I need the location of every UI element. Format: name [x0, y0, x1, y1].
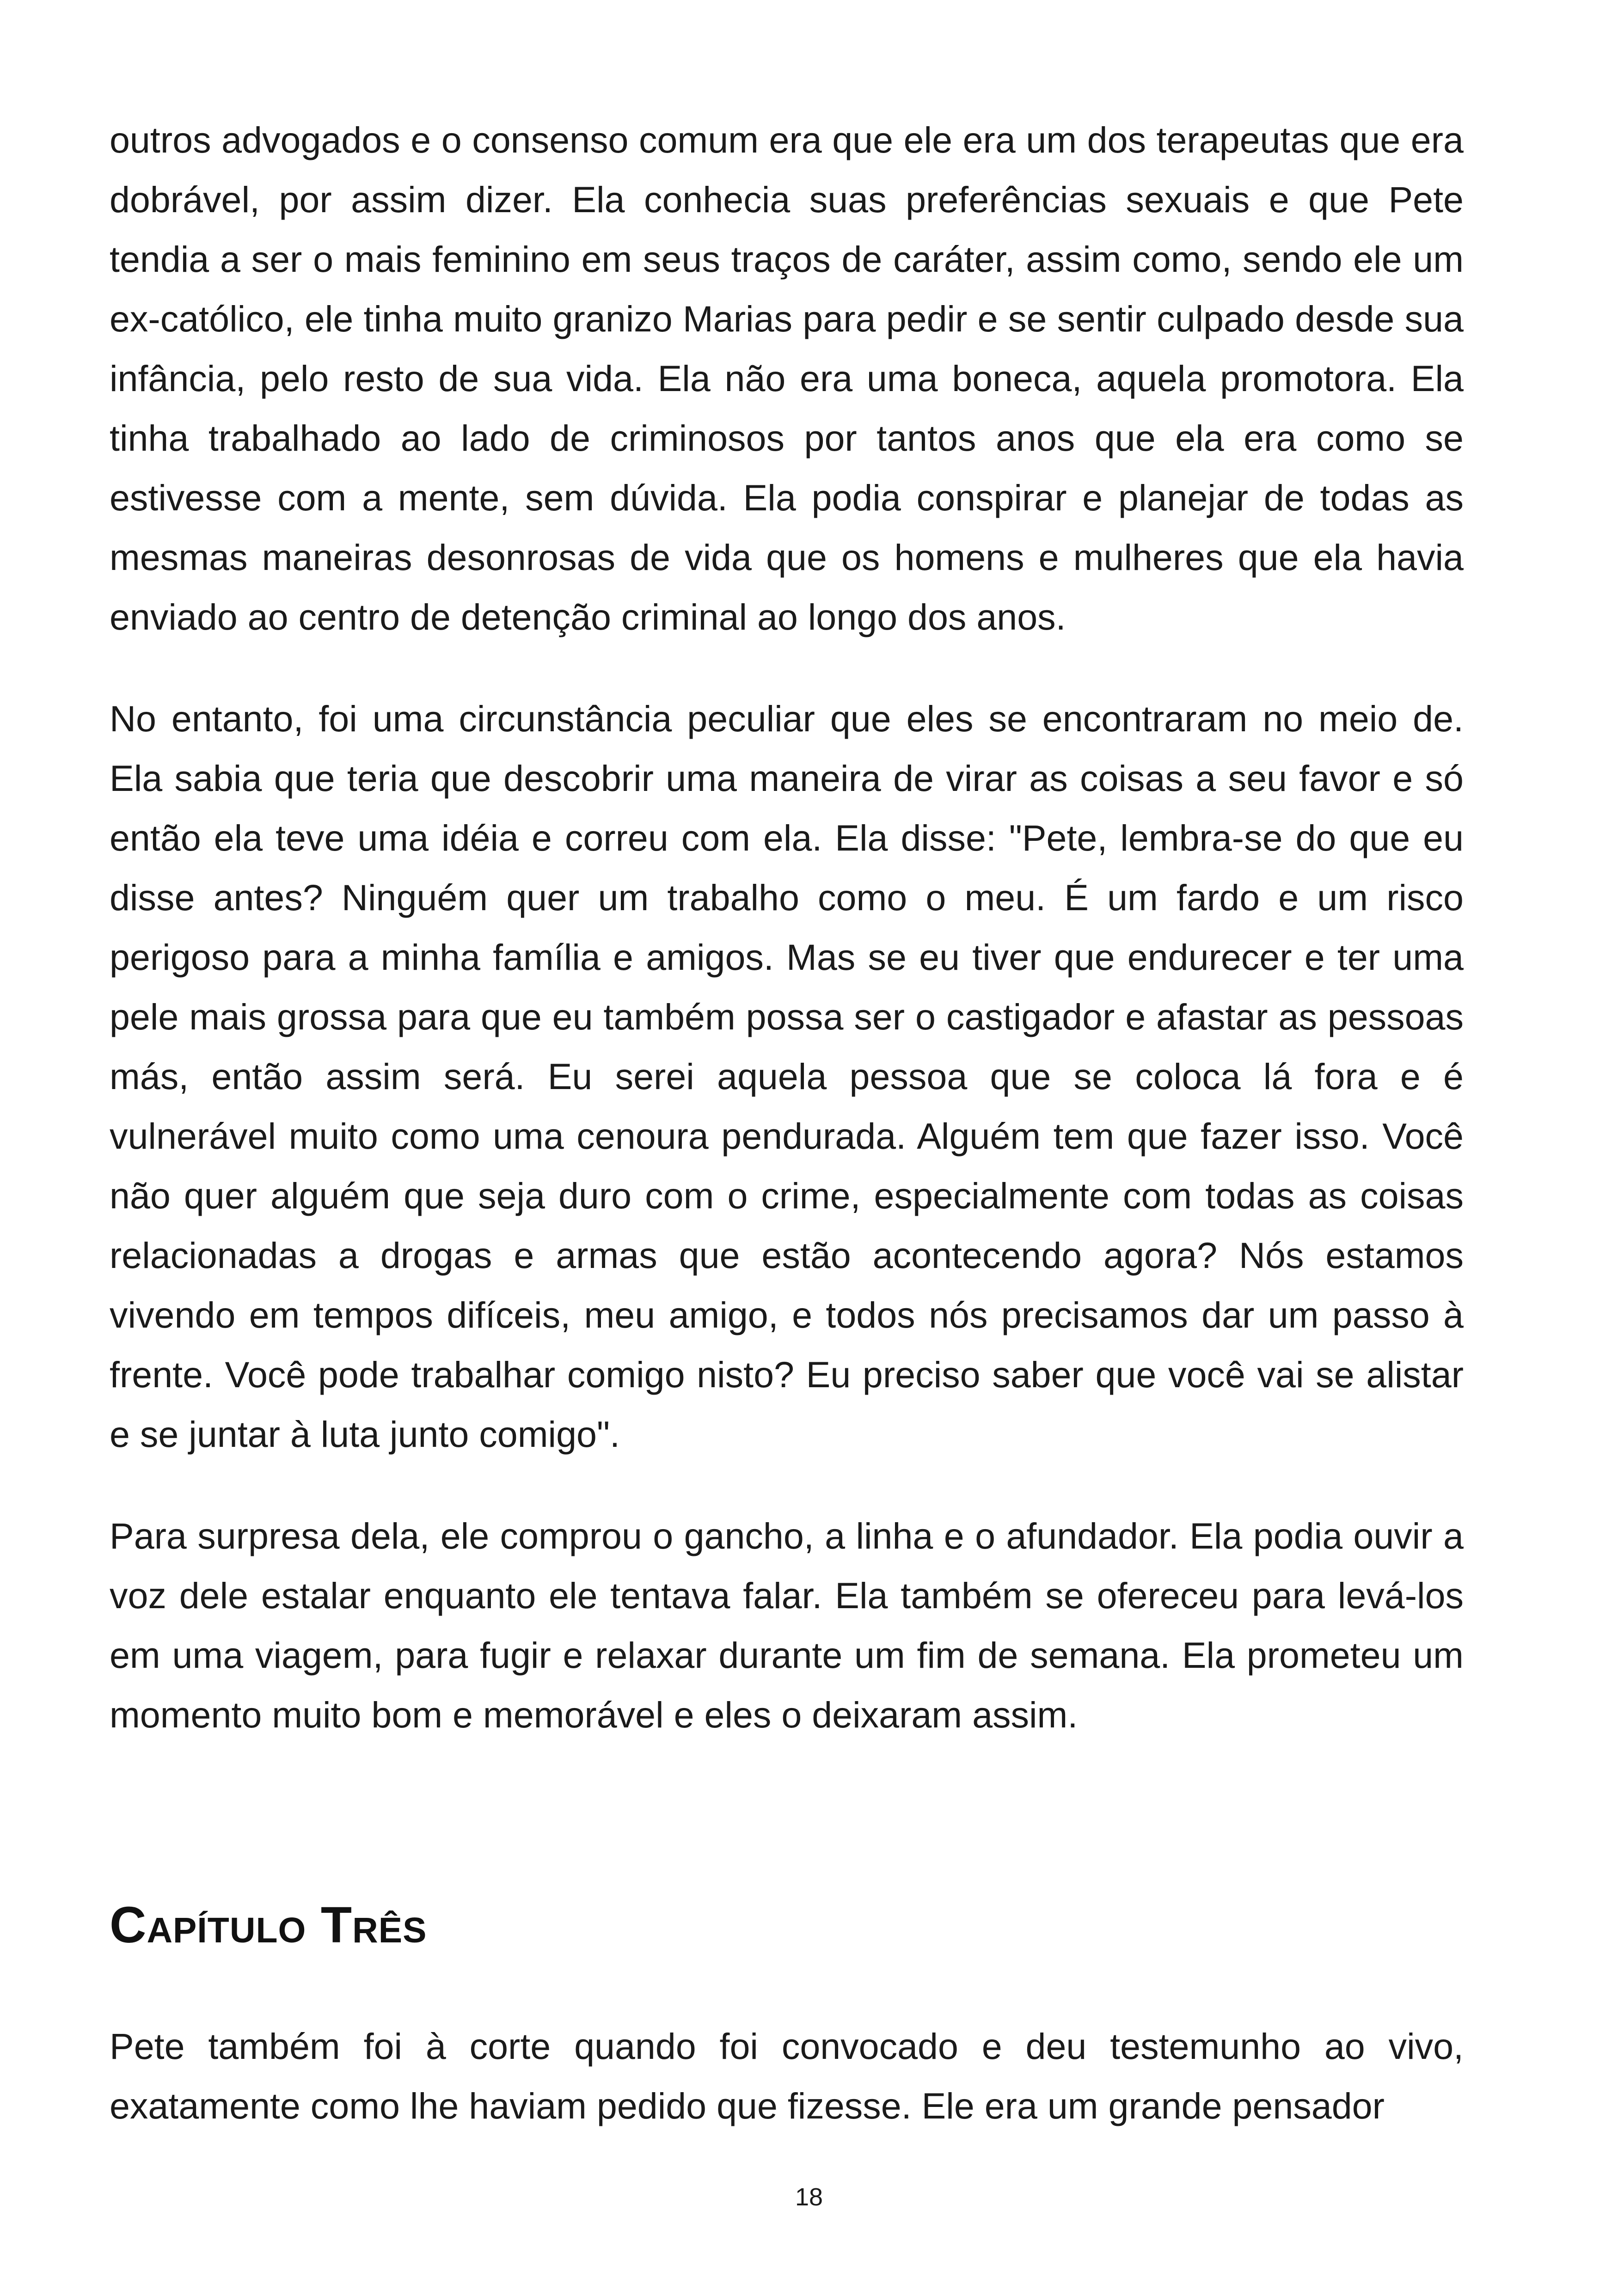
paragraph-text: Pete também foi à corte quando foi convocado e deu testemunho ao vivo, exatamente como lhe haviam pedido que fizesse. Ele era um grande pensador: [110, 2026, 1464, 2126]
body-paragraph-4: [110, 2016, 1464, 2136]
body-paragraph-2: [110, 689, 1464, 1464]
paragraph-text: Para surpresa dela, ele comprou o gancho, a linha e o afundador. Ela podia ouvir a voz dele estalar enquanto ele tentava falar. Ela também se ofereceu para levá-los em uma viagem, para fugir e relaxar durante um fim de semana. Ela prometeu um momento muito bom e memorável e eles o deixaram assim.: [110, 1515, 1464, 1735]
paragraph-text: outros advogados e o consenso comum era que ele era um dos terapeutas que era dobrável, por assim dizer. Ela conhecia suas preferências sexuais e que Pete tendia a ser o mais feminino em seus traços de caráter, assim como, sendo ele um ex-católico, ele tinha muito granizo Marias para pedir e se sentir culpado desde sua infância, pelo resto de sua vida. Ela não era uma boneca, aquela promotora. Ela tinha trabalhado ao lado de criminosos por tantos anos que ela era como se estivesse com a mente, sem dúvida. Ela podia conspirar e planejar de todas as mesmas maneiras desonrosas de vida que os homens e mulheres que ela havia enviado ao centro de detenção criminal ao longo dos anos.: [110, 119, 1464, 637]
page-number: 18: [795, 2183, 823, 2211]
chapter-heading: Capítulo Três: [110, 1897, 427, 1953]
body-paragraph-3: [110, 1506, 1464, 1745]
body-paragraph-1: [110, 110, 1464, 647]
paragraph-text: No entanto, foi uma circunstância peculiar que eles se encontraram no meio de. Ela sabia que teria que descobrir uma maneira de virar as coisas a seu favor e só então ela teve uma idéia e correu com ela. Ela disse: "Pete, lembra-se do que eu disse antes? Ninguém quer um trabalho como o meu. É um fardo e um risco perigoso para a minha família e amigos. Mas se eu tiver que endurecer e ter uma pele mais grossa para que eu também possa ser o castigador e afastar as pessoas más, então assim será. Eu serei aquela pessoa que se coloca lá fora e é vulnerável muito como uma cenoura pendurada. Alguém tem que fazer isso. Você não quer alguém que seja duro com o crime, especialmente com todas as coisas relacionadas a drogas e armas que estão acontecendo agora? Nós estamos vivendo em tempos difíceis, meu amigo, e todos nós precisamos dar um passo à frente. Você pode trabalhar comigo nisto? Eu preciso saber que você vai se alistar e se juntar à luta junto comigo".: [110, 698, 1464, 1455]
